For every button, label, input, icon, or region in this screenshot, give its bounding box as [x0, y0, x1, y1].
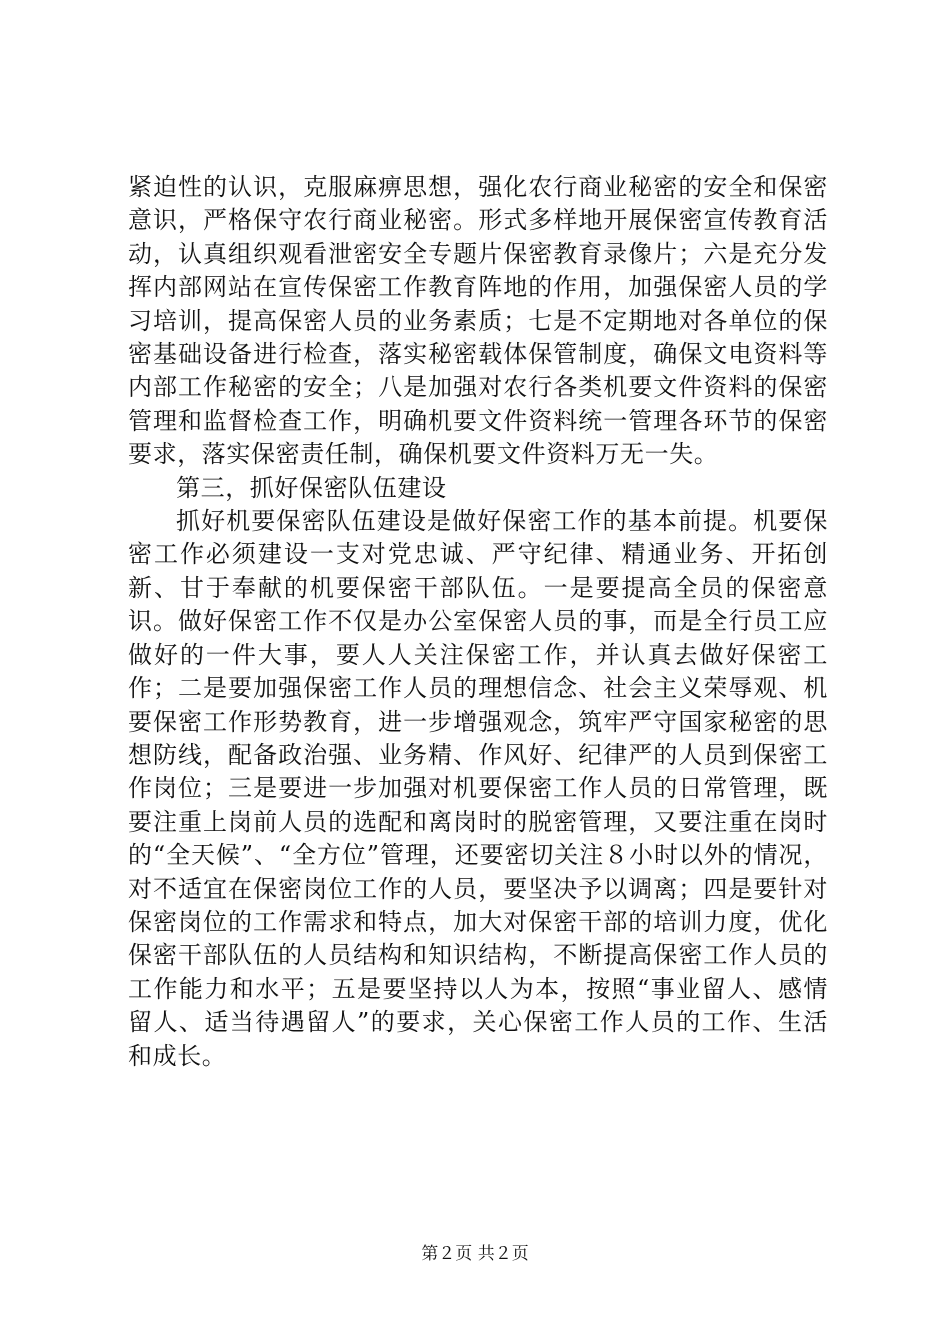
- section-heading: 第三，抓好保密队伍建设: [176, 473, 447, 502]
- paragraph-continuation: 紧迫性的认识，克服麻痹思想，强化农行商业秘密的安全和保密意识，严格保守农行商业秘密。形式多样地开展保密宣传教育活动，认真组织观看泄密安全专题片保密教育录像片；六是充分发挥内部网站在宣传保密工作教育阵地的作用，加强保密人员的学习培训，提高保密人员的业务素质；七是不定期地对各单位的保密基础设备进行检查，落实秘密载体保管制度，确保文电资料等内部工作秘密的安全；八是加强对农行各类机要文件资料的保密管理和监督检查工作，明确机要文件资料统一管理各环节的保密要求，落实保密责任制，确保机要文件资料万无一失。: [128, 173, 828, 469]
- document-body: [128, 171, 828, 1073]
- paragraph-body: 抓好机要保密队伍建设是做好保密工作的基本前提。机要保密工作必须建设一支对党忠诚、严守纪律、精通业务、开拓创新、甘于奉献的机要保密干部队伍。一是要提高全员的保密意识。做好保密工作不仅是办公室保密人员的事，而是全行员工应做好的一件大事，要人人关注保密工作，并认真去做好保密工作；二是要加强保密工作人员的理想信念、社会主义荣辱观、机要保密工作形势教育，进一步增强观念，筑牢严守国家秘密的思想防线，配备政治强、业务精、作风好、纪律严的人员到保密工作岗位；三是要进一步加强对机要保密工作人员的日常管理，既要注重上岗前人员的选配和离岗时的脱密管理，又要注重在岗时的“全天候”、“全方位”管理，还要密切关注８小时以外的情况，对不适宜在保密岗位工作的人员，要坚决予以调离；四是要针对保密岗位的工作需求和特点，加大对保密干部的培训力度，优化保密干部队伍的人员结构和知识结构，不断提高保密工作人员的工作能力和水平；五是要坚持以人为本，按照“事业留人、感情留人、适当待遇留人”的要求，关心保密工作人员的工作、生活和成长。: [128, 507, 828, 1070]
- page-footer: 第２页 共２页: [421, 1244, 529, 1264]
